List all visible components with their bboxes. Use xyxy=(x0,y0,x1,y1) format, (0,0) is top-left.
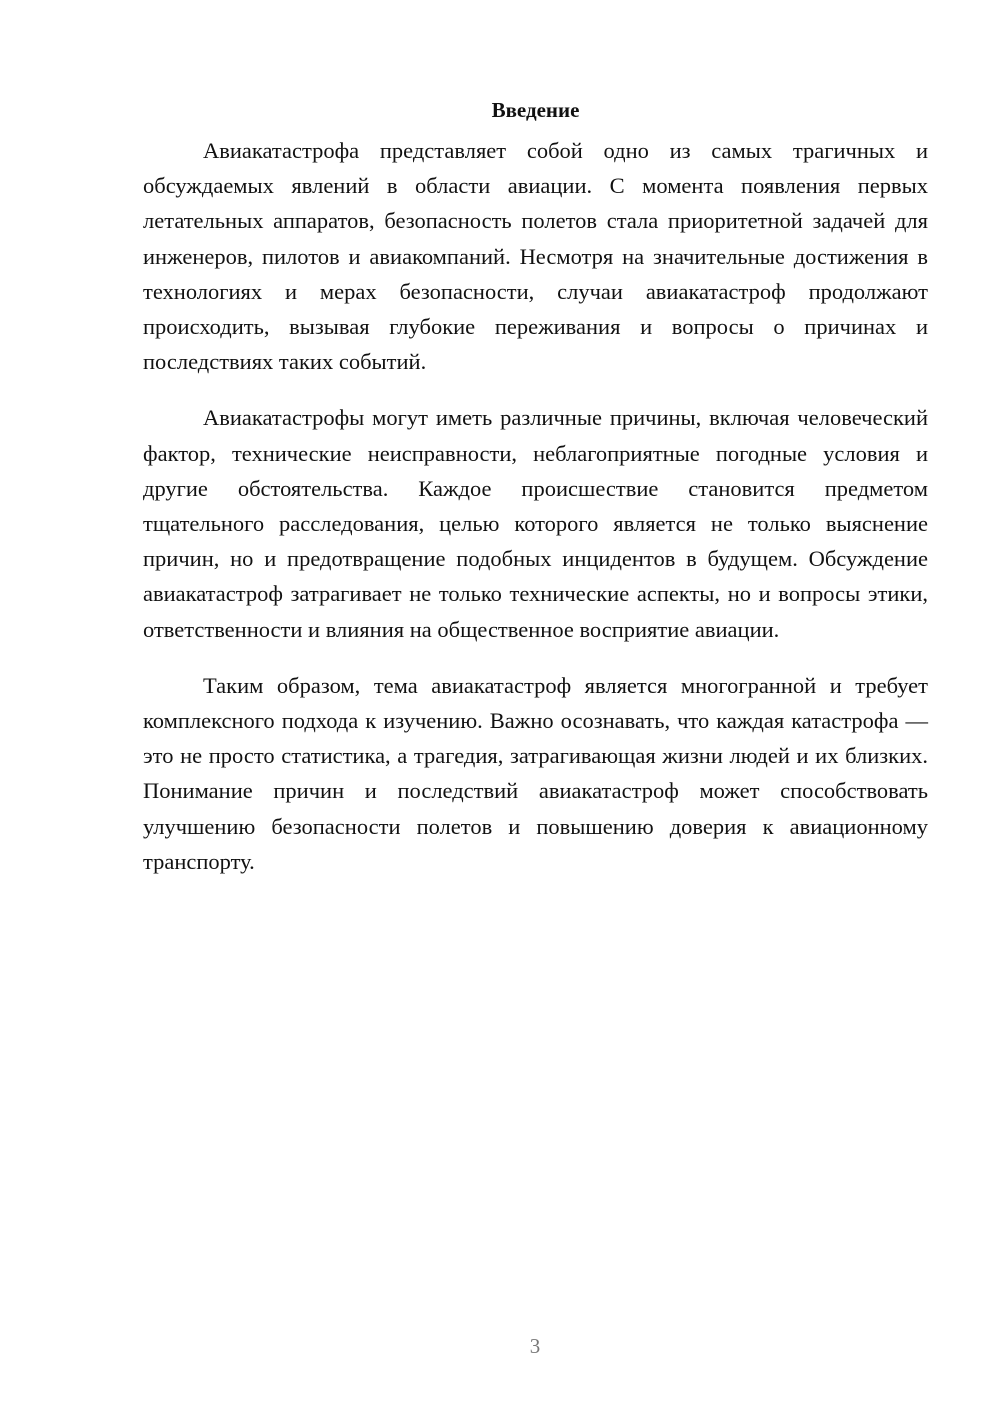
section-title: Введение xyxy=(491,98,580,122)
page-number: 3 xyxy=(529,1334,541,1358)
page-content xyxy=(143,93,928,879)
paragraph-2: Авиакатастрофы могут иметь различные причины, включая человеческий фактор, технические неисправности, неблагоприятные погодные условия и другие обстоятельства. Каждое происшествие становится предметом тщательного расследования, целью которого является не только выяснение причин, но и предотвращение подобных инцидентов в будущем. Обсуждение авиакатастроф затрагивает не только технические аспекты, но и вопросы этики, ответственности и влияния на общественное восприятие авиации. xyxy=(143,405,928,642)
paragraph-1: Авиакатастрофа представляет собой одно из самых трагичных и обсуждаемых явлений в области авиации. С момента появления первых летательных аппаратов, безопасность полетов стала приоритетной задачей для инженеров, пилотов и авиакомпаний. Несмотря на значительные достижения в технологиях и мерах безопасности, случаи авиакатастроф продолжают происходить, вызывая глубокие переживания и вопросы о причинах и последствиях таких событий. xyxy=(143,138,928,375)
paragraph-3: Таким образом, тема авиакатастроф является многогранной и требует комплексного подхода к изучению. Важно осознавать, что каждая катастрофа — это не просто статистика, а трагедия, затрагивающая жизни людей и их близких. Понимание причин и последствий авиакатастроф может способствовать улучшению безопасности полетов и повышению доверия к авиационному транспорту. xyxy=(143,672,928,874)
